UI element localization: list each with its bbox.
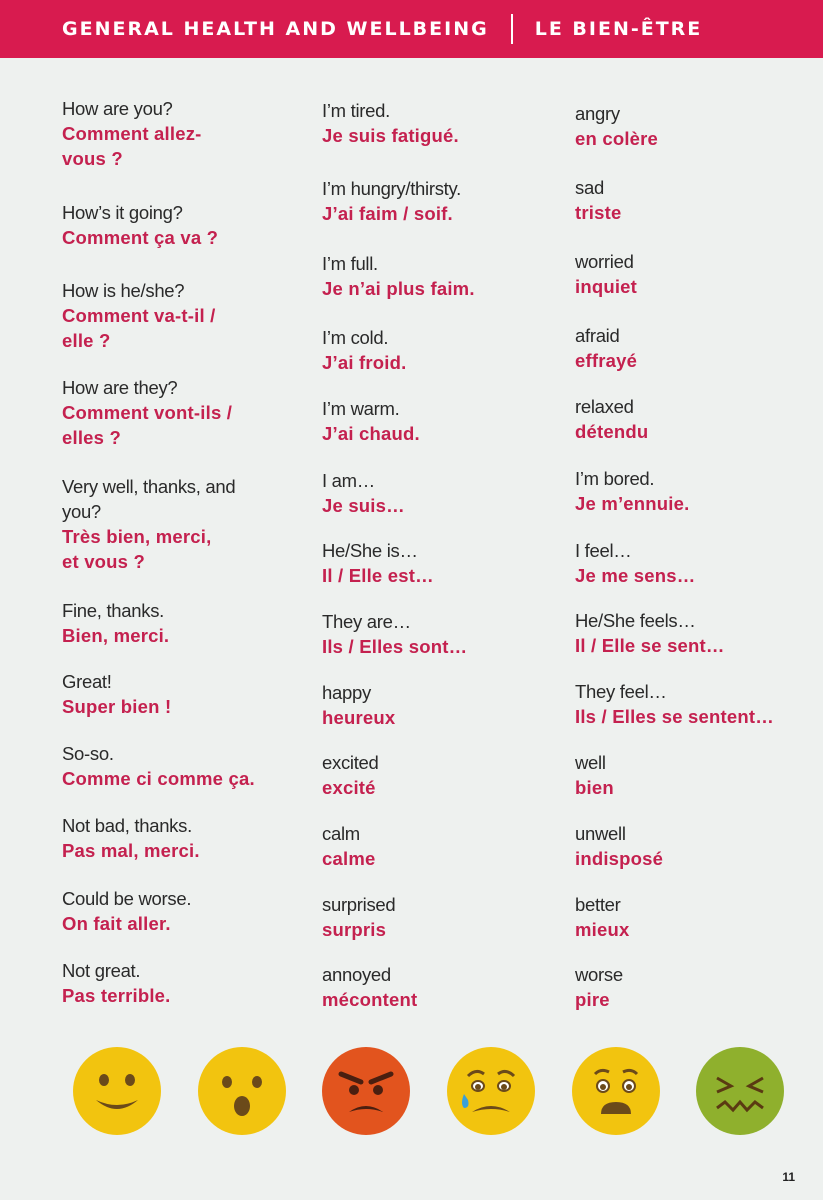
english-phrase: Not bad, thanks. bbox=[62, 815, 192, 836]
french-phrase: Comment va-t-il / elle ? bbox=[62, 305, 216, 351]
phrase-entry bbox=[575, 538, 815, 588]
english-phrase: He/She is… bbox=[322, 540, 418, 561]
french-phrase: Très bien, merci, et vous ? bbox=[62, 526, 212, 572]
english-phrase: excited bbox=[322, 752, 379, 773]
phrase-entry bbox=[62, 474, 302, 574]
phrase-entry bbox=[62, 958, 302, 1008]
french-phrase: Comment allez- vous ? bbox=[62, 123, 202, 169]
phrase-entry bbox=[575, 101, 815, 151]
phrase-entry bbox=[575, 679, 815, 729]
english-phrase: better bbox=[575, 894, 621, 915]
french-phrase: Comment ça va ? bbox=[62, 227, 219, 248]
english-phrase: I’m cold. bbox=[322, 327, 389, 348]
english-phrase: I’m warm. bbox=[322, 398, 400, 419]
english-phrase: I am… bbox=[322, 470, 375, 491]
english-phrase: I’m hungry/thirsty. bbox=[322, 178, 461, 199]
phrase-entry bbox=[62, 375, 302, 450]
french-phrase: Comme ci comme ça. bbox=[62, 768, 255, 789]
english-phrase: afraid bbox=[575, 325, 620, 346]
french-phrase: excité bbox=[322, 777, 376, 798]
emoji-row bbox=[72, 1046, 792, 1138]
french-phrase: Je suis… bbox=[322, 495, 405, 516]
english-phrase: unwell bbox=[575, 823, 626, 844]
phrase-entry bbox=[575, 323, 815, 373]
phrase-entry bbox=[575, 608, 815, 658]
nauseated-face-icon bbox=[695, 1046, 785, 1136]
phrase-entry bbox=[62, 669, 302, 719]
phrase-entry bbox=[62, 813, 302, 863]
french-phrase: Ils / Elles se sentent… bbox=[575, 706, 774, 727]
english-phrase: Could be worse. bbox=[62, 888, 192, 909]
phrase-entry bbox=[322, 468, 562, 518]
french-phrase: en colère bbox=[575, 128, 659, 149]
smiling-face-icon bbox=[72, 1046, 162, 1136]
phrase-entry bbox=[62, 278, 302, 353]
french-phrase: Ils / Elles sont… bbox=[322, 636, 468, 657]
french-phrase: pire bbox=[575, 989, 610, 1010]
french-phrase: indisposé bbox=[575, 848, 664, 869]
english-phrase: I’m full. bbox=[322, 253, 378, 274]
english-phrase: They feel… bbox=[575, 681, 667, 702]
english-phrase: angry bbox=[575, 103, 620, 124]
phrase-entry bbox=[62, 741, 302, 791]
english-phrase: Fine, thanks. bbox=[62, 600, 165, 621]
phrase-entry bbox=[62, 96, 302, 171]
french-phrase: Comment vont-ils / elles ? bbox=[62, 402, 233, 448]
phrase-entry bbox=[322, 892, 562, 942]
english-phrase: Not great. bbox=[62, 960, 141, 981]
page-header bbox=[0, 0, 823, 58]
phrase-entry bbox=[575, 821, 815, 871]
phrase-entry bbox=[322, 609, 562, 659]
header-divider bbox=[511, 14, 513, 44]
english-phrase: relaxed bbox=[575, 396, 634, 417]
phrase-entry bbox=[322, 251, 562, 301]
french-phrase: On fait aller. bbox=[62, 913, 171, 934]
french-phrase: triste bbox=[575, 202, 622, 223]
french-phrase: Je m’ennuie. bbox=[575, 493, 690, 514]
phrase-entry bbox=[322, 821, 562, 871]
english-phrase: How are they? bbox=[62, 377, 178, 398]
english-phrase: happy bbox=[322, 682, 371, 703]
phrase-entry bbox=[62, 598, 302, 648]
phrase-entry bbox=[62, 200, 302, 250]
french-phrase: mécontent bbox=[322, 989, 418, 1010]
english-phrase: I’m bored. bbox=[575, 468, 655, 489]
header-title-en: GENERAL HEALTH AND WELLBEING bbox=[62, 18, 489, 40]
english-phrase: Great! bbox=[62, 671, 112, 692]
phrase-entry bbox=[575, 175, 815, 225]
french-phrase: calme bbox=[322, 848, 376, 869]
english-phrase: well bbox=[575, 752, 606, 773]
french-phrase: J’ai chaud. bbox=[322, 423, 420, 444]
english-phrase: worried bbox=[575, 251, 634, 272]
phrase-entry bbox=[322, 98, 562, 148]
phrase-entry bbox=[322, 176, 562, 226]
crying-face-icon bbox=[446, 1046, 536, 1136]
phrase-entry bbox=[322, 538, 562, 588]
english-phrase: How’s it going? bbox=[62, 202, 183, 223]
phrase-entry bbox=[322, 750, 562, 800]
english-phrase: They are… bbox=[322, 611, 411, 632]
english-phrase: How are you? bbox=[62, 98, 173, 119]
french-phrase: Je me sens… bbox=[575, 565, 696, 586]
english-phrase: I feel… bbox=[575, 540, 632, 561]
surprised-face-icon bbox=[197, 1046, 287, 1136]
french-phrase: Pas mal, merci. bbox=[62, 840, 200, 861]
page-number: 11 bbox=[782, 1170, 795, 1184]
english-phrase: annoyed bbox=[322, 964, 391, 985]
english-phrase: I’m tired. bbox=[322, 100, 390, 121]
french-phrase: surpris bbox=[322, 919, 387, 940]
phrase-entry bbox=[575, 249, 815, 299]
english-phrase: sad bbox=[575, 177, 604, 198]
french-phrase: heureux bbox=[322, 707, 396, 728]
english-phrase: calm bbox=[322, 823, 360, 844]
phrase-entry bbox=[575, 962, 815, 1012]
french-phrase: Il / Elle se sent… bbox=[575, 635, 725, 656]
french-phrase: détendu bbox=[575, 421, 649, 442]
english-phrase: surprised bbox=[322, 894, 396, 915]
french-phrase: Je suis fatigué. bbox=[322, 125, 459, 146]
phrase-entry bbox=[322, 325, 562, 375]
english-phrase: So-so. bbox=[62, 743, 114, 764]
phrase-entry bbox=[575, 466, 815, 516]
header-title-fr: LE BIEN-ÊTRE bbox=[534, 18, 703, 40]
french-phrase: Je n’ai plus faim. bbox=[322, 278, 475, 299]
french-phrase: mieux bbox=[575, 919, 630, 940]
french-phrase: bien bbox=[575, 777, 614, 798]
english-phrase: He/She feels… bbox=[575, 610, 696, 631]
french-phrase: Pas terrible. bbox=[62, 985, 171, 1006]
english-phrase: worse bbox=[575, 964, 623, 985]
french-phrase: Bien, merci. bbox=[62, 625, 170, 646]
phrase-entry bbox=[322, 396, 562, 446]
english-phrase: Very well, thanks, and you? bbox=[62, 476, 236, 522]
phrase-entry bbox=[62, 886, 302, 936]
angry-face-icon bbox=[321, 1046, 411, 1136]
phrase-entry bbox=[575, 750, 815, 800]
french-phrase: inquiet bbox=[575, 276, 638, 297]
french-phrase: Super bien ! bbox=[62, 696, 172, 717]
french-phrase: Il / Elle est… bbox=[322, 565, 434, 586]
phrase-entry bbox=[322, 962, 562, 1012]
french-phrase: effrayé bbox=[575, 350, 638, 371]
french-phrase: J’ai faim / soif. bbox=[322, 203, 453, 224]
phrase-entry bbox=[575, 394, 815, 444]
french-phrase: J’ai froid. bbox=[322, 352, 407, 373]
phrase-entry bbox=[322, 680, 562, 730]
english-phrase: How is he/she? bbox=[62, 280, 185, 301]
fearful-face-icon bbox=[571, 1046, 661, 1136]
phrase-entry bbox=[575, 892, 815, 942]
